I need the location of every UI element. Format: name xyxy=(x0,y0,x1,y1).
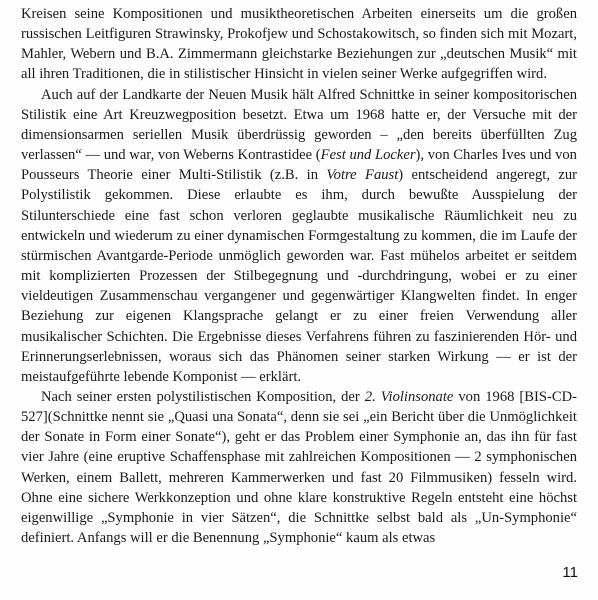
paragraph-2 xyxy=(21,85,577,387)
text-run: ) entscheidend angeregt, zur Polystilistik gekommen. Diese erlaubte es ihm, durch bewußte Ausspielung der Stilunterschiede eine fast schon verloren geglaubte musikalische Räumlichkeit neu zu entwickeln und wiederum zu einer dynamischen Formgestaltung zu kommen, die im Laufe der stürmischen Avantgarde-Periode unmöglich geworden war. Fast mühelos arbeitet er seitdem mit komplizierten Prozessen der Stilbegegnung und -durchdringung, wobei er zu einer vieldeutigen Zusammenschau vergangener und gegenwärtiger Klangwelten findet. In enger Beziehung zur eigenen Klangsprache gelangt er zu einer freien Verwendung aller musikalischer Schichten. Die Ergebnisse dieses Verfahrens führen zu faszinierenden Hör- und Erinnerungserlebnissen, woraus sich das Phänomen seiner starken Wirkung — er ist der meistaufgeführte lebende Komponist — erklärt. xyxy=(21,167,577,385)
body-text xyxy=(21,4,577,548)
paragraph-1 xyxy=(21,4,577,85)
text-run: Auch auf der Landkarte der Neuen Musik hält Alfred Schnittke in seiner kompositorischen Stilistik eine Art Kreuzwegposition besetzt. Etwa um 1968 hatte er, der Versuche mit der dimensionsarmen seriellen Musik überdrüssig geworden – „den bereits überfüllten Zug verlassen“ — und war, von Weberns Kontrastidee ( xyxy=(21,86,577,164)
text-run: von 1968 [BIS-CD-527](Schnittke nennt sie „Quasi una Sonata“, denn sie sei „ein Bericht über die Unmöglichkeit der Sonate in Form einer Sonate“), geht er das Problem einer Symphonie an, das ihn für fast vier Jahre (eine eruptive Schaffensphase mit zahlreichen Kompositionen — 2 symphonischen Werken, einem Ballett, mehreren Kammerwerken und fast 20 Filmmusiken) fesseln wird. Ohne eine sichere Werkkonzeption und ohne klare konstruktive Regeln entsteht eine höchst eigenwillige „Symphonie in vier Sätzen“, die Schnittke selbst bald als „Un-Symphonie“ definiert. Anfangs will er die Benennung „Symphonie“ kaum als etwas xyxy=(21,388,577,547)
italic-title-text: Fest und Locker xyxy=(320,147,416,164)
text-run: ), von Charles Ives und von Pousseurs Theorie einer Multi-Stilistik (z.B. in xyxy=(21,147,577,184)
paragraph-3 xyxy=(21,387,577,548)
italic-title-text: Votre Faust xyxy=(326,167,399,184)
italic-title-text: 2. Violinsonate xyxy=(364,388,454,405)
page-number: 11 xyxy=(562,564,578,581)
text-run: Nach seiner ersten polystilistischen Komposition, der xyxy=(41,388,365,405)
text-run: Kreisen seine Kompositionen und musiktheoretischen Arbeiten einerseits um die großen russischen Leitfiguren Strawinsky, Prokofjew und Schostakowitsch, so finden sich mit Mozart, Mahler, Webern und B.A. Zimmermann gleichstarke Beziehungen zur „deutschen Musik“ mit all ihren Traditionen, die in stilistischer Hinsicht in vielen seiner Werke aufgegriffen wird. xyxy=(21,6,577,83)
